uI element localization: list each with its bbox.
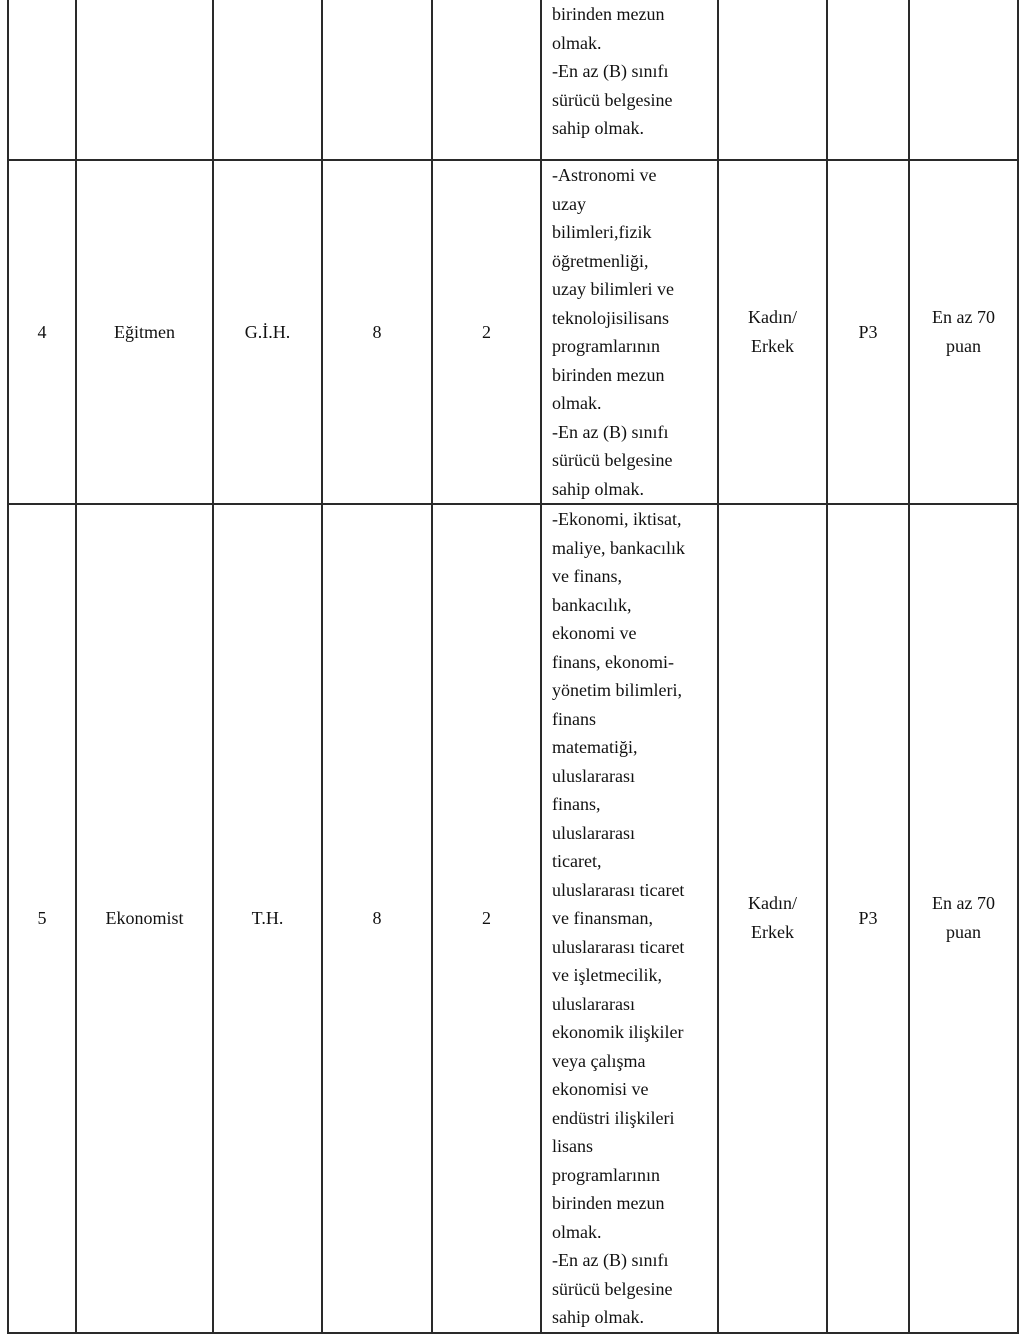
kpss-cell bbox=[827, 0, 909, 160]
requirements-cell-line: ve finansman, bbox=[552, 908, 653, 928]
requirements-cell-line: olmak. bbox=[552, 393, 602, 413]
employment-type-cell bbox=[213, 0, 322, 160]
requirements-cell-line: endüstri ilişkileri bbox=[552, 1107, 675, 1128]
requirements-cell-line: uluslararası bbox=[552, 993, 635, 1014]
quota-cell: 2 bbox=[432, 160, 541, 504]
requirements-cell-line: sahip olmak. bbox=[552, 118, 644, 138]
requirements-cell-line: ekonomik ilişkiler bbox=[552, 1022, 684, 1042]
requirements-cell-line: birinden mezun bbox=[552, 1193, 665, 1213]
requirements-cell-line: ekonomi ve bbox=[552, 623, 637, 643]
requirements-cell-line: -Astronomi ve bbox=[552, 165, 657, 185]
quota-cell bbox=[432, 0, 541, 160]
score-cell-line: puan bbox=[946, 922, 981, 943]
requirements-cell-line: finans, ekonomi- bbox=[552, 651, 674, 672]
score-cell bbox=[909, 0, 1018, 160]
requirements-cell-line: uluslararası bbox=[552, 765, 635, 786]
title-cell: Eğitmen bbox=[76, 160, 213, 504]
requirements-cell-line: teknolojisilisans bbox=[552, 307, 669, 328]
requirements-cell-line: ticaret, bbox=[552, 851, 602, 871]
requirements-cell-line: veya çalışma bbox=[552, 1050, 646, 1071]
requirements-cell-line: olmak. bbox=[552, 32, 602, 53]
table-row bbox=[8, 0, 1018, 160]
score-cell-line: En az 70 bbox=[932, 307, 995, 327]
requirements-cell bbox=[541, 504, 718, 1333]
requirements-cell-line: sahip olmak. bbox=[552, 478, 644, 499]
positions-table bbox=[7, 0, 1019, 1334]
gender-cell-line: Kadın/ bbox=[748, 307, 797, 327]
requirements-cell-line: ve finans, bbox=[552, 566, 622, 586]
requirements-cell-line: uzay bbox=[552, 193, 586, 214]
score-cell bbox=[909, 160, 1018, 504]
requirements-cell-line: birinden mezun bbox=[552, 364, 665, 385]
requirements-cell-line: uluslararası ticaret bbox=[552, 936, 685, 957]
requirements-cell bbox=[541, 0, 718, 160]
requirements-cell-line: olmak. bbox=[552, 1221, 602, 1242]
requirements-cell bbox=[541, 160, 718, 504]
requirements-cell-line: sürücü belgesine bbox=[552, 89, 673, 110]
row-number-cell: 5 bbox=[8, 504, 76, 1333]
requirements-cell-line: sürücü belgesine bbox=[552, 1278, 673, 1299]
requirements-cell-line: öğretmenliği, bbox=[552, 250, 649, 271]
requirements-cell-line: matematiği, bbox=[552, 737, 638, 757]
employment-type-cell: G.İ.H. bbox=[213, 160, 322, 504]
kpss-cell: P3 bbox=[827, 504, 909, 1333]
requirements-cell-line: uzay bilimleri ve bbox=[552, 279, 674, 299]
table-row bbox=[8, 160, 1018, 504]
count-cell: 8 bbox=[322, 160, 432, 504]
requirements-cell-line: uluslararası bbox=[552, 822, 635, 843]
requirements-cell-line: finans bbox=[552, 708, 596, 729]
table-row bbox=[8, 504, 1018, 1333]
score-cell-line: puan bbox=[946, 336, 981, 356]
gender-cell-line: Erkek bbox=[751, 336, 794, 356]
kpss-cell: P3 bbox=[827, 160, 909, 504]
gender-cell-line: Kadın/ bbox=[748, 893, 797, 914]
requirements-cell-line: sürücü belgesine bbox=[552, 450, 673, 470]
row-number-cell bbox=[8, 0, 76, 160]
gender-cell bbox=[718, 504, 827, 1333]
title-cell: Ekonomist bbox=[76, 504, 213, 1333]
row-number-cell: 4 bbox=[8, 160, 76, 504]
requirements-cell-line: bilimleri,fizik bbox=[552, 222, 652, 242]
requirements-cell-line: birinden mezun bbox=[552, 4, 665, 24]
count-cell bbox=[322, 0, 432, 160]
gender-cell bbox=[718, 0, 827, 160]
quota-cell: 2 bbox=[432, 504, 541, 1333]
requirements-cell-line: -Ekonomi, iktisat, bbox=[552, 509, 682, 529]
requirements-cell-line: programlarının bbox=[552, 336, 660, 356]
employment-type-cell: T.H. bbox=[213, 504, 322, 1333]
score-cell bbox=[909, 504, 1018, 1333]
score-cell-line: En az 70 bbox=[932, 893, 995, 914]
requirements-cell-line: yönetim bilimleri, bbox=[552, 680, 682, 700]
requirements-cell-line: -En az (B) sınıfı bbox=[552, 1250, 669, 1270]
requirements-cell-line: -En az (B) sınıfı bbox=[552, 421, 669, 442]
requirements-cell-line: bankacılık, bbox=[552, 594, 632, 615]
requirements-cell-line: maliye, bankacılık bbox=[552, 537, 685, 558]
requirements-cell-line: lisans bbox=[552, 1136, 594, 1156]
gender-cell-line: Erkek bbox=[751, 922, 794, 943]
requirements-cell-line: -En az (B) sınıfı bbox=[552, 61, 669, 81]
requirements-cell-line: finans, bbox=[552, 794, 601, 814]
count-cell: 8 bbox=[322, 504, 432, 1333]
title-cell bbox=[76, 0, 213, 160]
table-body bbox=[8, 0, 1018, 1333]
gender-cell bbox=[718, 160, 827, 504]
requirements-cell-line: sahip olmak. bbox=[552, 1307, 644, 1327]
requirements-cell-line: ve işletmecilik, bbox=[552, 965, 662, 985]
requirements-cell-line: programlarının bbox=[552, 1164, 660, 1185]
requirements-cell-line: ekonomisi ve bbox=[552, 1079, 649, 1099]
requirements-cell-line: uluslararası ticaret bbox=[552, 879, 685, 900]
